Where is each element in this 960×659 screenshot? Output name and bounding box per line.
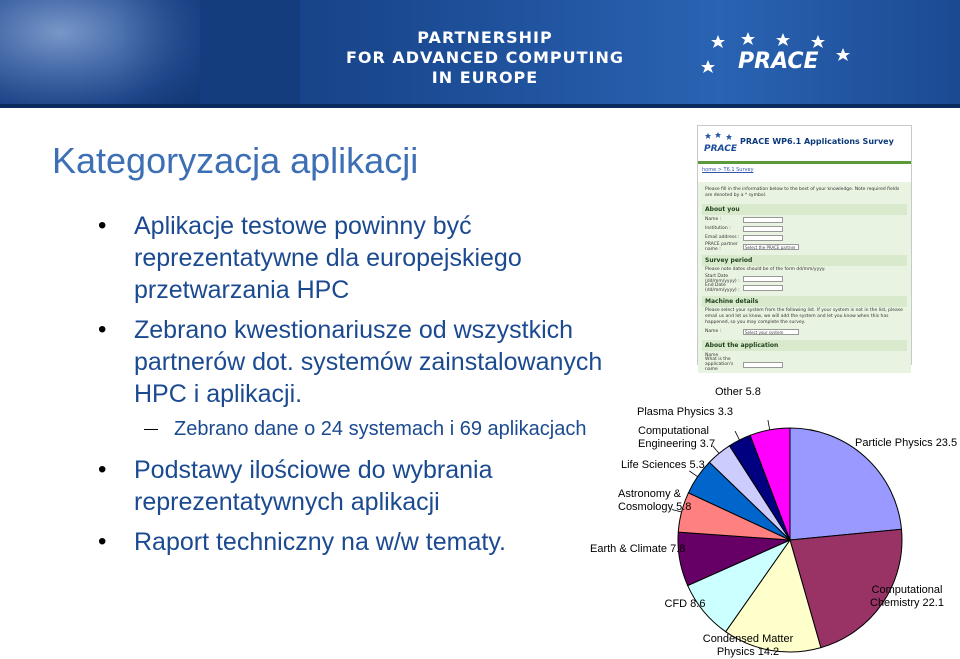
bullet-item: • Podstawy ilościowe do wybrania reprezentatywnych aplikacji xyxy=(98,454,618,518)
pie-label-5: Astronomy & Cosmology 5.8 xyxy=(618,488,692,513)
section-about-application: About the application xyxy=(702,340,907,351)
pie-label-9: Other 5.8 xyxy=(715,386,761,398)
pie-label-7: Computational Engineering 3.7 xyxy=(638,425,716,450)
pie-label-8: Plasma Physics 3.3 xyxy=(637,406,733,418)
svg-text:PRACE: PRACE xyxy=(738,49,819,74)
breadcrumb[interactable]: home > T6.1 Survey xyxy=(702,167,754,173)
survey-form-screenshot: PRACE PRACE WP6.1 Applications Survey home > T6.1 Survey Please fill in the information below to the best of your knowledge. Note required fields are denoted by a * symbol. About you Name : Institution : Email address : PRACE partner name : Select the PRACE partner Survey period Please note dates should be of the form dd/mm/yyyy. Start Date (dd/mm/yyyy) : End Date (dd/mm/yyyy) : Machine details Please select your system from the following list. If your system is not in the list, please email us and let us know, we will add the system and let you know when this has happened, so you may complete the survey. Name : Select your system About the application Name What is the application's name xyxy=(697,125,912,365)
svg-text:PRACE: PRACE xyxy=(704,144,737,154)
pie-label-6: Life Sciences 5.3 xyxy=(621,459,705,471)
pie-label-4: Earth & Climate 7.8 xyxy=(590,543,686,555)
pie-leader-line-8 xyxy=(735,431,740,440)
section-machine-details: Machine details xyxy=(702,296,907,307)
applications-pie-chart xyxy=(585,380,960,659)
section-about-you: About you xyxy=(702,204,907,215)
pie-label-0: Particle Physics 23.5 xyxy=(855,437,958,449)
app-name-input[interactable] xyxy=(743,362,783,368)
survey-title: PRACE WP6.1 Applications Survey xyxy=(740,137,894,146)
prace-logo xyxy=(698,30,858,80)
section-survey-period: Survey period xyxy=(702,255,907,266)
email-input[interactable] xyxy=(743,235,783,241)
pie-leader-line-9 xyxy=(768,420,770,430)
bullet-item: • Zebrano kwestionariusze od wszystkich partnerów dot. systemów zainstalowanych HPC i aplikacji. xyxy=(98,314,618,410)
name-input[interactable] xyxy=(743,217,783,223)
institution-input[interactable] xyxy=(743,226,783,232)
pie-leader-line-6 xyxy=(689,471,697,477)
survey-header xyxy=(698,126,911,164)
pie-label-1: Computational Chemistry 22.1 xyxy=(870,584,944,609)
prace-small-logo xyxy=(702,131,736,157)
header-banner xyxy=(0,0,960,108)
partner-select[interactable]: Select the PRACE partner xyxy=(743,244,799,250)
bullet-item: • Aplikacje testowe powinny być reprezentatywne dla europejskiego przetwarzania HPC xyxy=(98,210,618,306)
pie-label-3: CFD 8.6 xyxy=(664,598,706,610)
bullet-item: • Raport techniczny na w/w tematy. xyxy=(98,526,618,558)
banner-title: PARTNERSHIP FOR ADVANCED COMPUTING IN EUROPE xyxy=(345,28,625,87)
bullet-list xyxy=(98,210,618,566)
machine-select[interactable]: Select your system xyxy=(743,329,799,335)
end-date-input[interactable] xyxy=(743,285,783,291)
sub-bullet-item: Zebrano dane o 24 systemach i 69 aplikacjach xyxy=(98,416,618,442)
slide-title: Kategoryzacja aplikacji xyxy=(52,140,419,181)
start-date-input[interactable] xyxy=(743,276,783,282)
pie-label-2: Condensed Matter Physics 14.2 xyxy=(702,633,794,658)
